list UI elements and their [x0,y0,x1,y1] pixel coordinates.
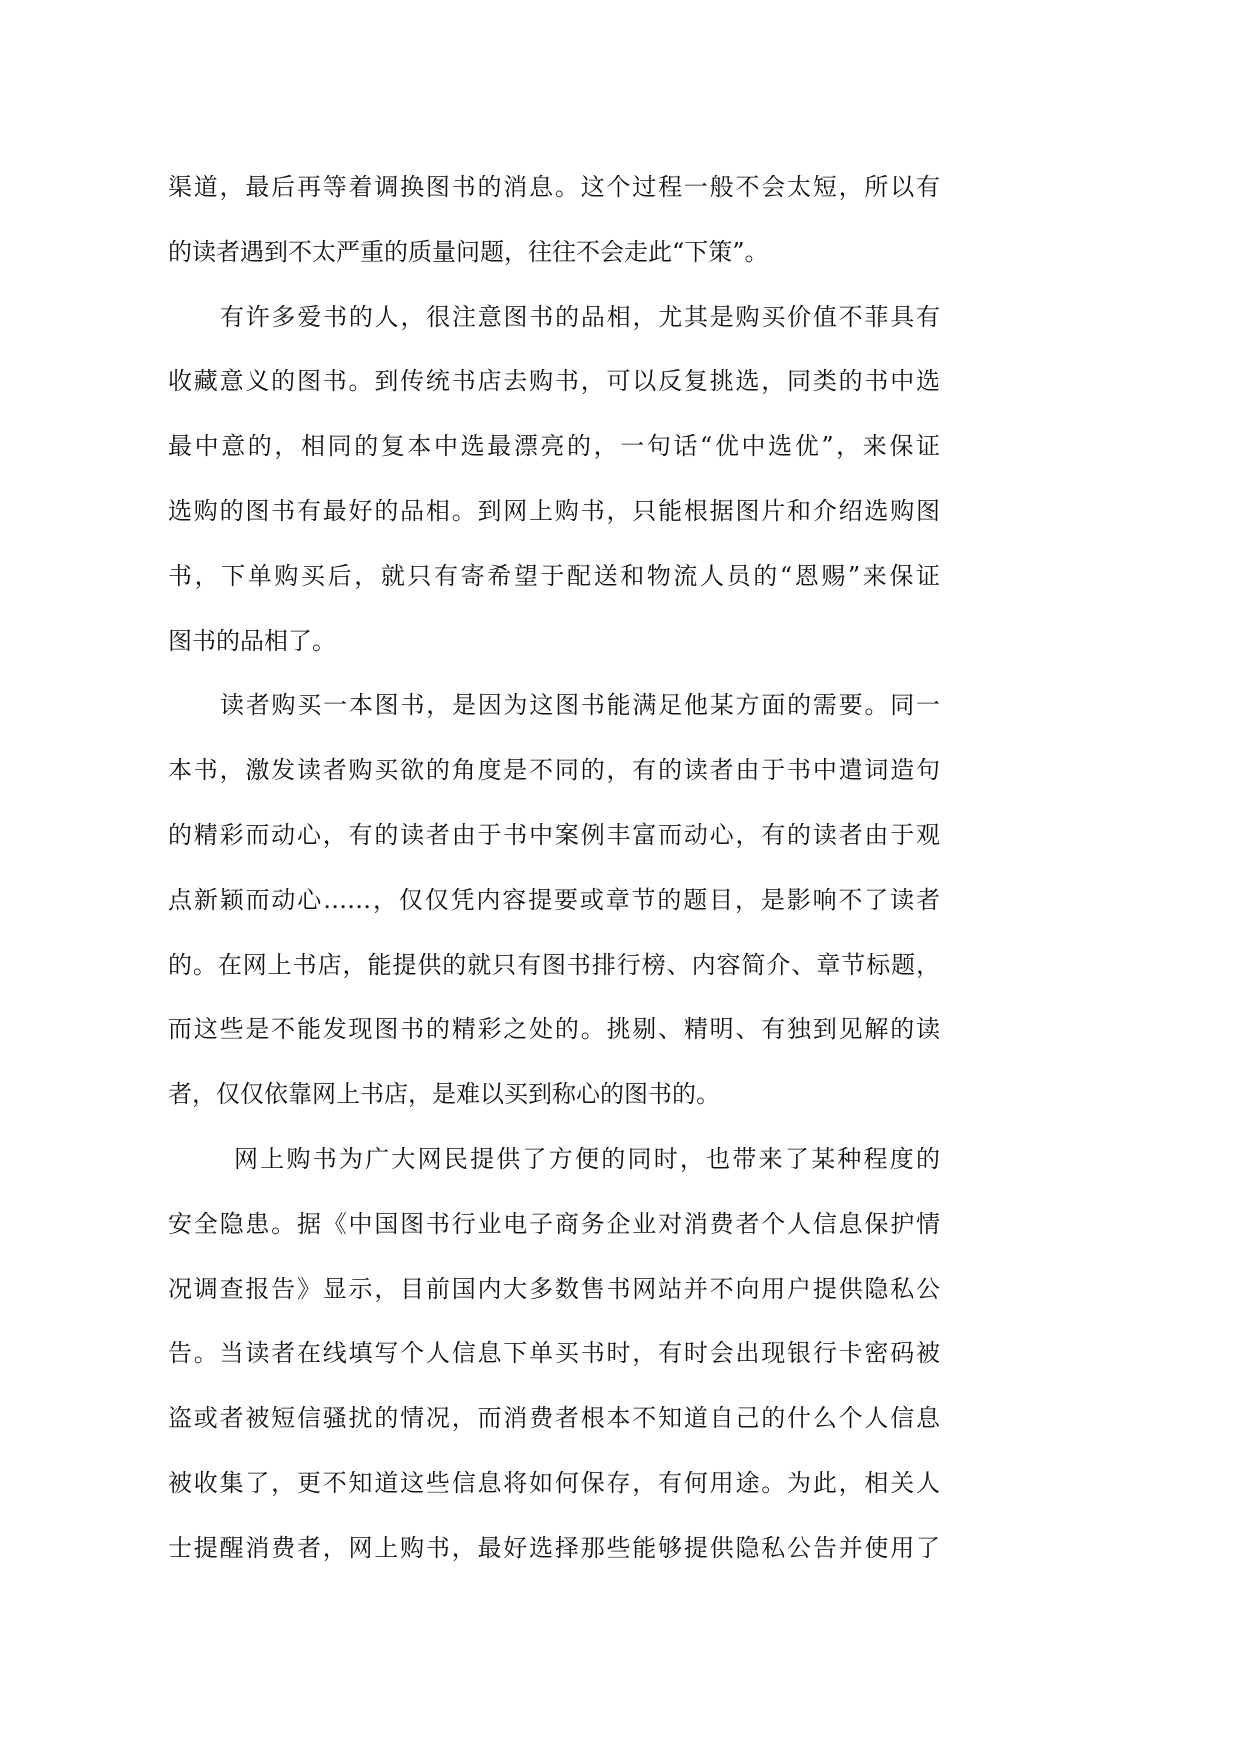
text-line: 盗或者被短信骚扰的情况，而消费者根本不知道自己的什么个人信息 [168,1404,940,1433]
text-line: 的精彩而动心，有的读者由于书中案例丰富而动心，有的读者由于观 [168,820,940,849]
paragraph-3 [168,673,940,1127]
paragraph-4 [168,1127,940,1581]
text-line: 书，下单购买后，就只有寄希望于配送和物流人员的“恩赐”来保证 [168,561,940,590]
text-line: 有许多爱书的人，很注意图书的品相，尤其是购买价值不菲具有 [220,302,940,331]
text-line: 士提醒消费者，网上购书，最好选择那些能够提供隐私公告并使用了 [168,1533,940,1562]
text-line: 的读者遇到不太严重的质量问题，往往不会走此“下策”。 [168,237,769,266]
text-line: 网上购书为广大网民提供了方便的同时，也带来了某种程度的 [234,1144,940,1173]
text-line: 而这些是不能发现图书的精彩之处的。挑剔、精明、有独到见解的读 [168,1015,940,1044]
text-line: 况调查报告》显示，目前国内大多数售书网站并不向用户提供隐私公 [168,1274,940,1303]
paragraph-1 [168,155,940,285]
text-line: 者，仅仅依靠网上书店，是难以买到称心的图书的。 [168,1080,720,1109]
paragraph-2 [168,285,940,674]
text-line: 被收集了，更不知道这些信息将如何保存，有何用途。为此，相关人 [168,1468,940,1497]
text-line: 读者购买一本图书，是因为这图书能满足他某方面的需要。同一 [220,691,940,720]
text-line: 安全隐患。据《中国图书行业电子商务企业对消费者个人信息保护情 [168,1209,940,1238]
text-line: 本书，激发读者购买欲的角度是不同的，有的读者由于书中遣词造句 [168,756,940,785]
text-line: 点新颖而动心……，仅仅凭内容提要或章节的题目，是影响不了读者 [168,885,940,914]
text-line: 选购的图书有最好的品相。到网上购书，只能根据图片和介绍选购图 [168,496,940,525]
text-line: 图书的品相了。 [168,626,336,655]
text-line: 的。在网上书店，能提供的就只有图书排行榜、内容简介、章节标题， [168,950,940,979]
text-line: 渠道，最后再等着调换图书的消息。这个过程一般不会太短，所以有 [168,173,940,201]
body-text [168,155,940,1581]
text-line: 最中意的，相同的复本中选最漂亮的，一句话“优中选优”，来保证 [168,432,940,461]
text-line: 收藏意义的图书。到传统书店去购书，可以反复挑选，同类的书中选 [168,367,940,396]
text-line: 告。当读者在线填写个人信息下单买书时，有时会出现银行卡密码被 [168,1339,940,1368]
